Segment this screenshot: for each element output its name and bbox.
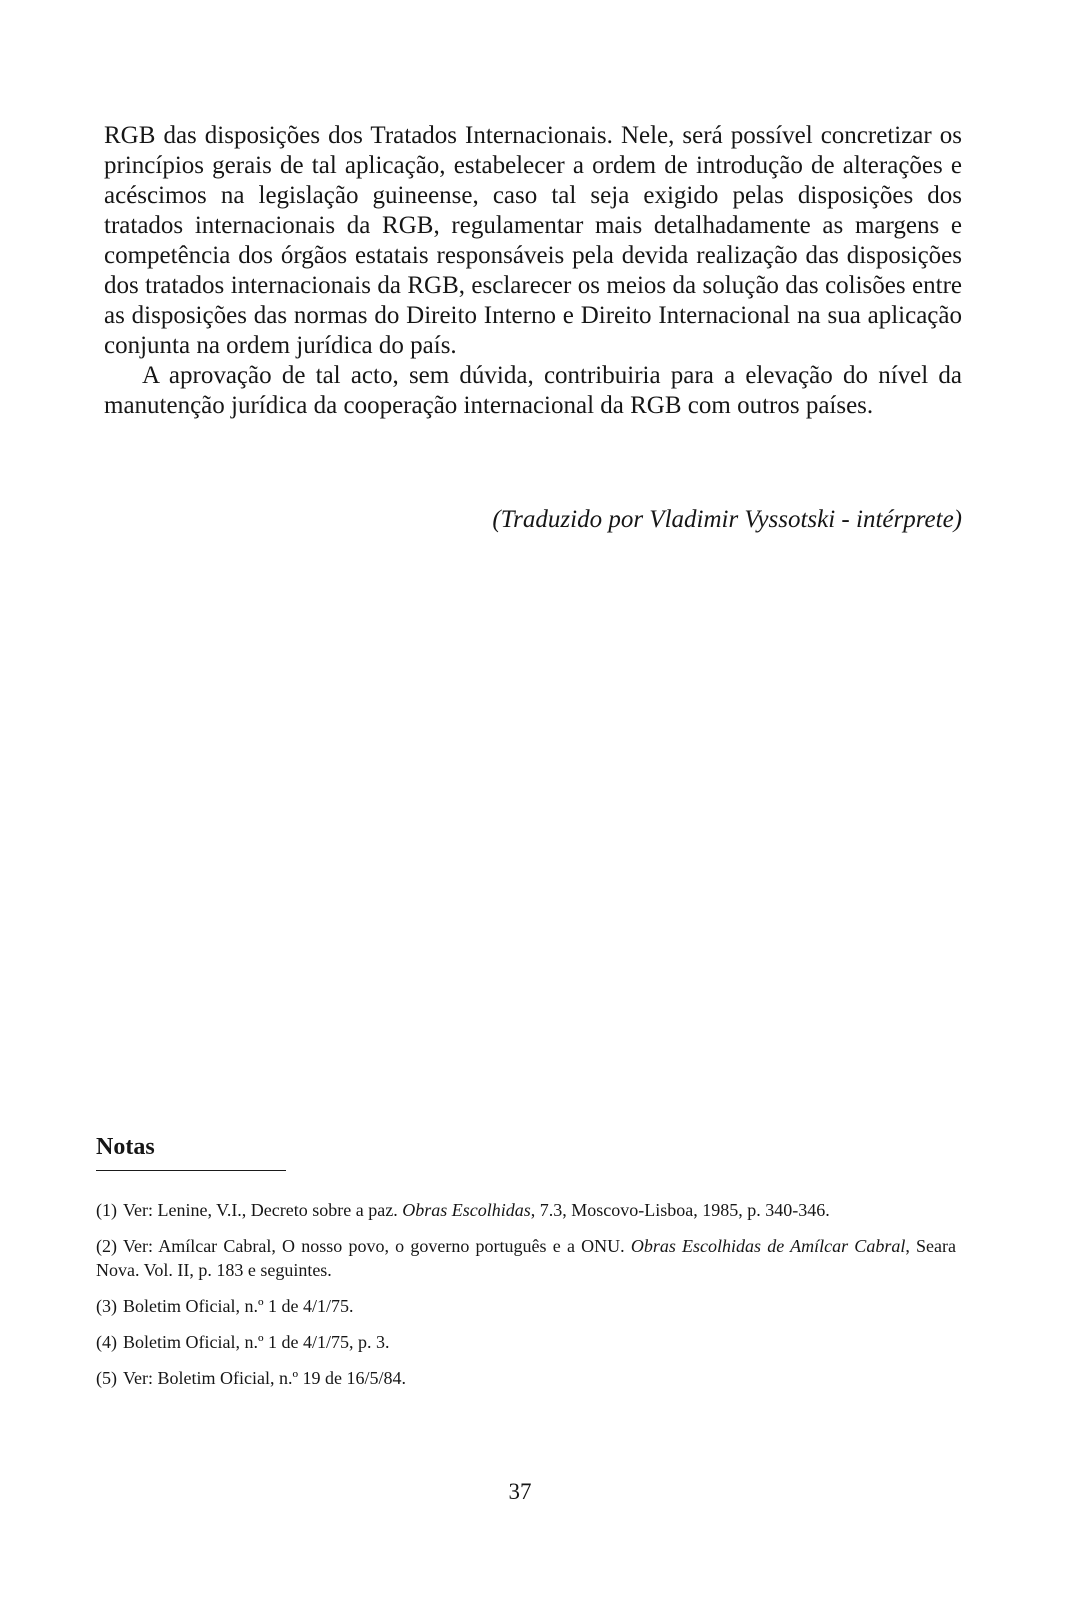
note-text: Ver: Amílcar Cabral, O nosso povo, o governo português e a ONU.	[123, 1236, 631, 1256]
paragraph-1: RGB das disposições dos Tratados Internacionais. Nele, será possível concretizar os princípios gerais de tal aplicação, estabelecer a ordem de introdução de alterações e acéscimos na legislação guineense, caso tal seja exigido pelas disposições dos tratados internacionais da RGB, regulamentar mais detalhadamente as margens e competência dos órgãos estatais responsáveis pela devida realização das disposições dos tratados internacionais da RGB, esclarecer os meios da solução das colisões entre as disposições das normas do Direito Interno e Direito Internacional na sua aplicação conjunta na ordem jurídica do país.	[104, 122, 962, 359]
note-text-end: , Seara Nova. Vol. II, p. 183 e seguintes.	[96, 1236, 957, 1280]
note-italic-title: Obras Escolhidas	[402, 1200, 531, 1220]
note-text: Ver: Lenine, V.I., Decreto sobre a paz.	[123, 1200, 403, 1220]
note-item	[96, 1234, 956, 1282]
note-text: Boletim Oficial, n.º 1 de 4/1/75, p. 3.	[123, 1332, 390, 1352]
note-text: Ver: Boletim Oficial, n.º 19 de 16/5/84.	[123, 1368, 407, 1388]
note-text-end: , 7.3, Moscovo-Lisboa, 1985, p. 340-346.	[530, 1200, 830, 1220]
notes-divider	[96, 1170, 286, 1171]
note-number: (2)	[96, 1236, 117, 1256]
notes-heading: Notas	[96, 1134, 155, 1160]
note-item	[96, 1330, 956, 1354]
note-number: (3)	[96, 1296, 117, 1316]
note-item	[96, 1198, 956, 1222]
note-item	[96, 1294, 956, 1318]
main-text	[104, 121, 962, 421]
note-text: Boletim Oficial, n.º 1 de 4/1/75.	[123, 1296, 354, 1316]
note-italic-title: Obras Escolhidas de Amílcar Cabral	[630, 1236, 906, 1256]
translation-credit: (Traduzido por Vladimir Vyssotski - intérprete)	[492, 506, 962, 533]
note-item	[96, 1366, 956, 1390]
page-number: 37	[508, 1479, 532, 1504]
note-number: (5)	[96, 1368, 117, 1388]
note-number: (4)	[96, 1332, 117, 1352]
notes-list	[96, 1198, 956, 1402]
paragraph-2: A aprovação de tal acto, sem dúvida, contribuiria para a elevação do nível da manutenção jurídica da cooperação internacional da RGB com outros países.	[104, 362, 962, 419]
note-number: (1)	[96, 1200, 117, 1220]
